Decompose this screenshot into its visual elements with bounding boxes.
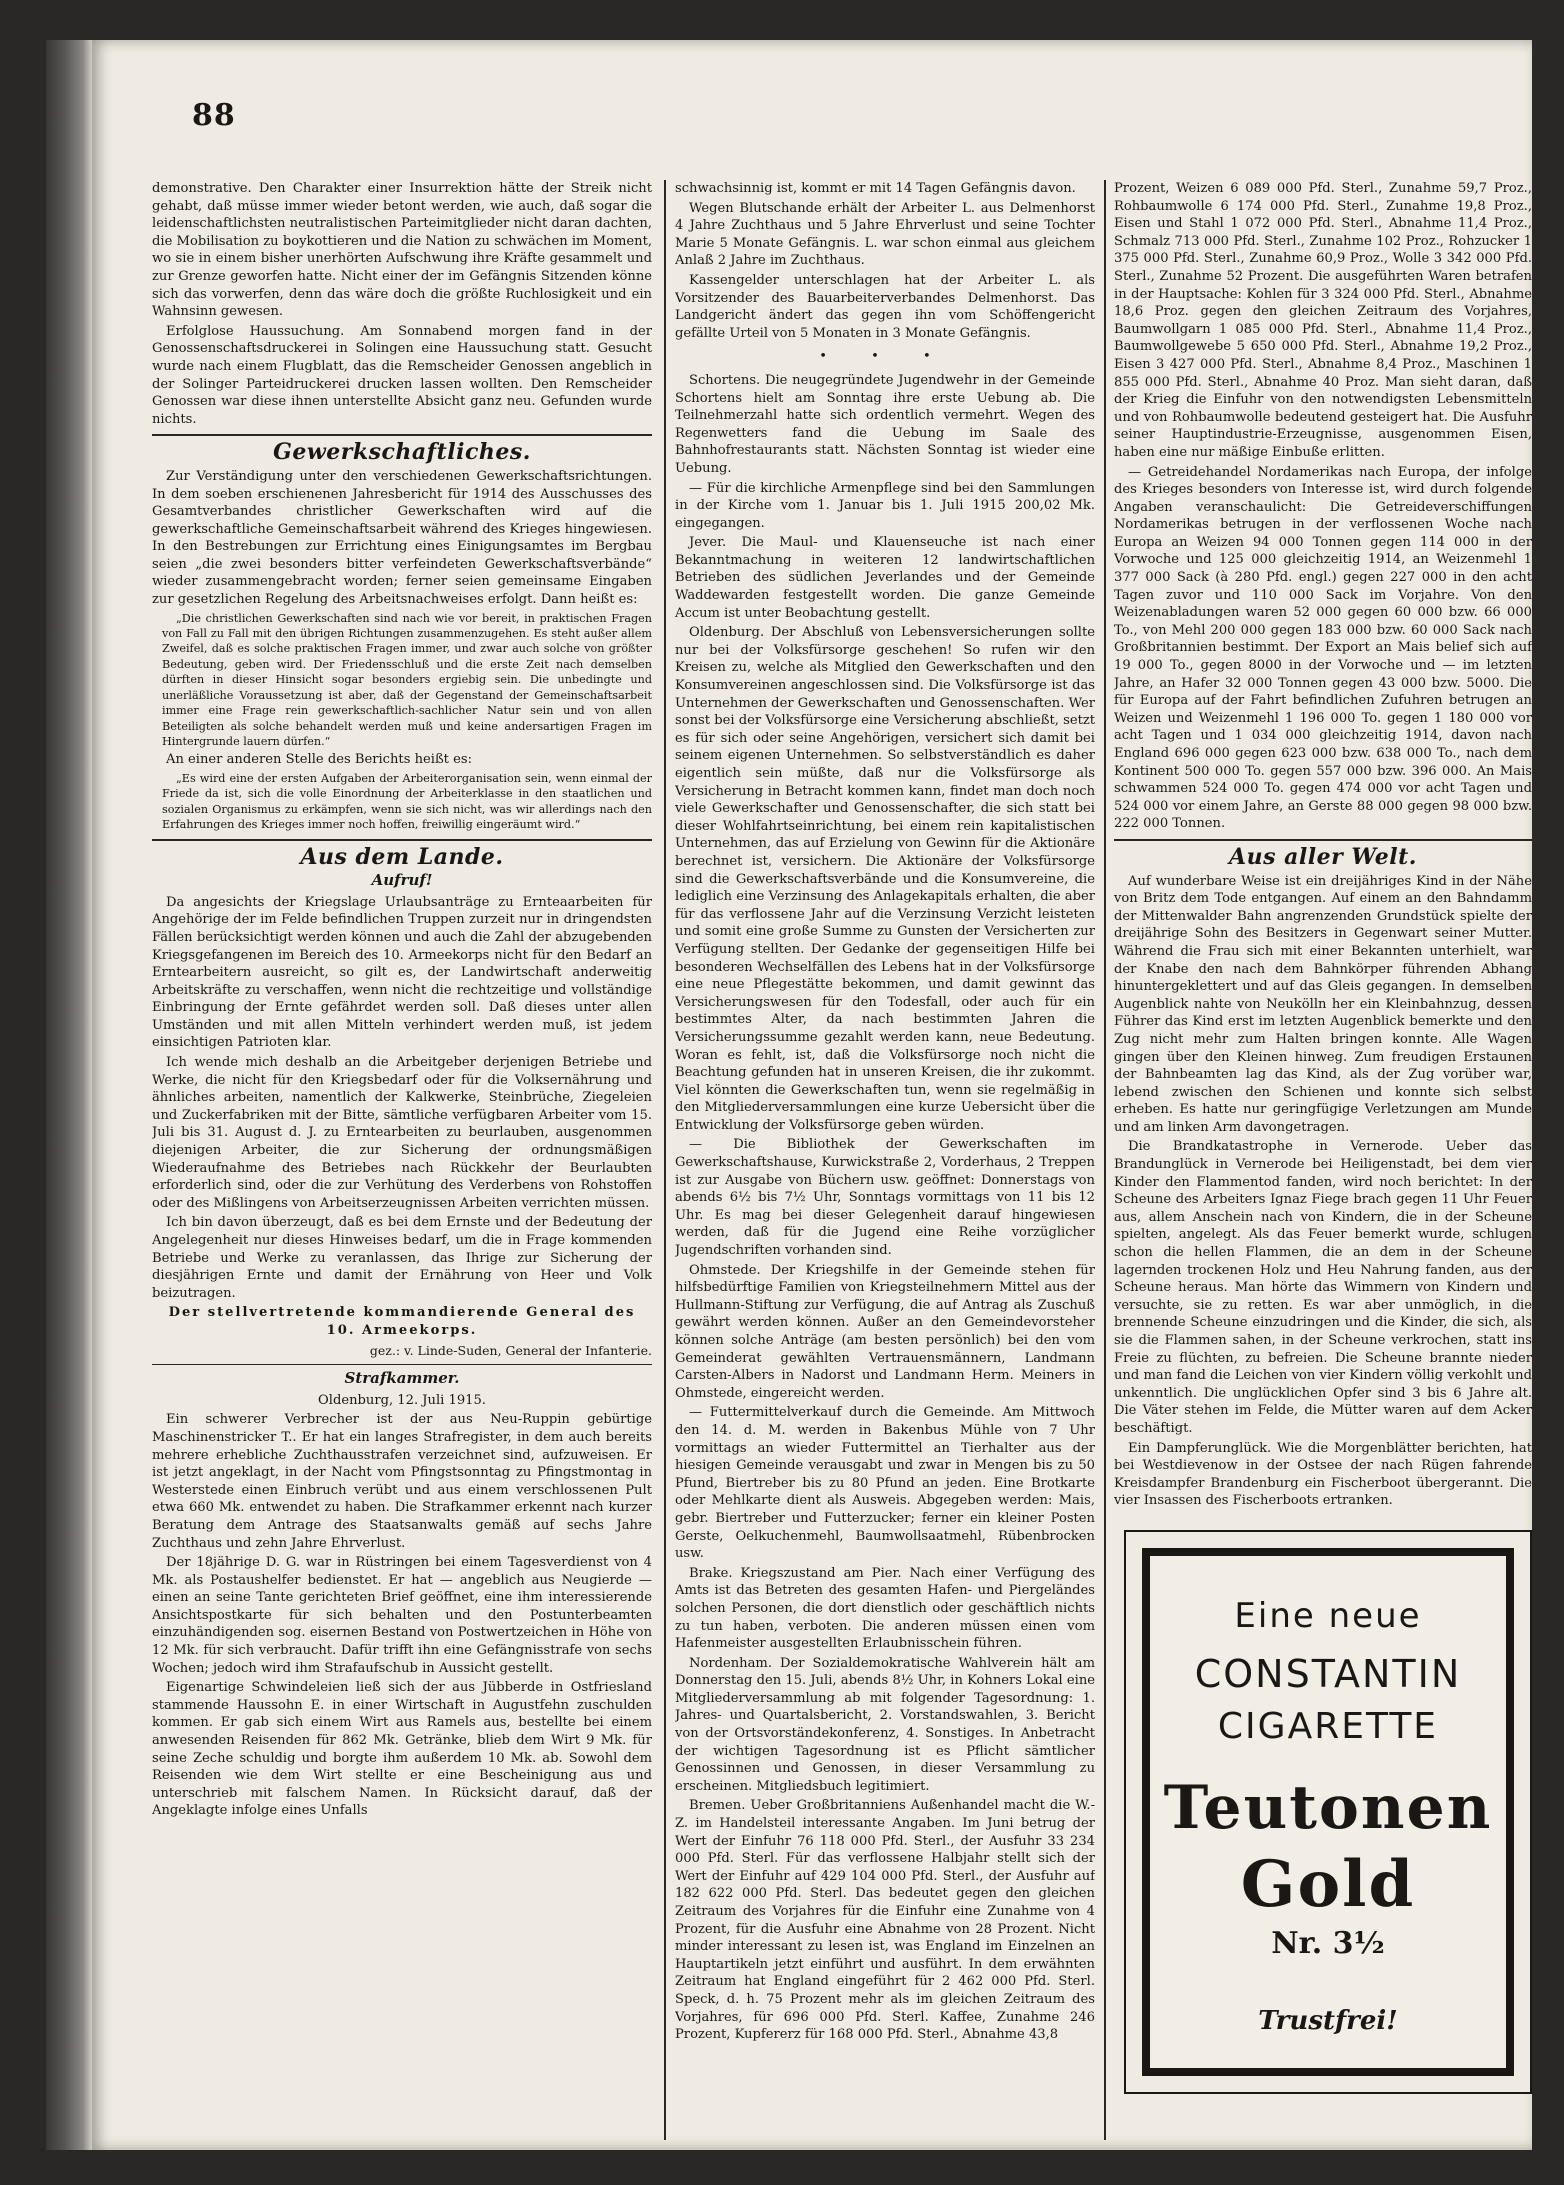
section-divider (152, 1364, 652, 1365)
article-paragraph: Ein schwerer Verbrecher ist der aus Neu-Ruppin gebürtige Maschinenstricker T.. Er hat ein langes Strafregister, in dem auch bereits mehrere erhebliche Zuchthausstrafen verzeichnet sind, aufzuweisen. Er ist jetzt angeklagt, in der Nacht vom Pfingstsonntag zu Pfingstmontag in Westerstede einen Einbruch verübt und aus einem verschlossenen Pult etwa 660 Mk. entwendet zu haben. Die Strafkammer erkennt nach kurzer Beratung dem Antrage des Staatsanwalts gemäß auf sechs Jahre Zuchthaus und zehn Jahre Ehrverlust. (152, 1412, 652, 1551)
section-divider (152, 839, 652, 841)
article-paragraph: Jever. Die Maul- und Klauenseuche ist nach einer Bekanntmachung in weiteren 12 landwirtschaftlichen Betrieben des südlichen Jeverlandes und der Gemeinde Waddewarden festgestellt worden. Die ganze Gemeinde Accum ist unter Beobachtung gestellt. (675, 535, 1095, 621)
article-paragraph: Der 18jährige D. G. war in Rüstringen bei einem Tagesverdienst von 4 Mk. als Postaushelfer bedienstet. Er hat — angeblich aus Neugierde — einen an seine Tante gerichteten Brief geöffnet, eine ihm interessierende Ansichtspostkarte für sich behalten und den Postunterbeamten einzuhändigenden sog. eisernen Bestand von Postwertzeichen in Höhe von 12 Mk. für sich verbraucht. Dafür trifft ihn eine Gefängnisstrafe von sechs Wochen; jedoch wird ihm Strafaufschub in Aussicht gestellt. (152, 1555, 652, 1676)
article-paragraph: Die Brandkatastrophe in Vernerode. Ueber das Brandunglück in Vernerode bei Heiligenstadt, bei dem vier Kinder den Flammentod fanden, wird noch berichtet: In der Scheune des Arbeiters Ignaz Fiege brach gegen 11 Uhr Feuer aus, allem Anschein nach von Kindern, die in der Scheune spielten, angelegt. Als das Feuer bemerkt wurde, schlugen schon die hellen Flammen, die an dem in der Scheune lagernden trockenen Holz und Heu Nahrung fanden, aus der Scheune heraus. Man hörte das Wimmern von Kindern und versuchte, sie zu retten. Es war aber unmöglich, in die brennende Scheune einzudringen und die Kinder, die sich, als sie die Flammen sahen, in der Scheune verkrochen, statt ins Freie zu flüchten, zu befreien. Die Scheune brannte nieder und man fand die Leichen von vier Kindern völlig verkohlt und unkenntlich. Die unglücklichen Opfer sind 3 bis 6 Jahre alt. Die Väter stehen im Felde, die Mütter waren auf dem Acker beschäftigt. (1114, 1139, 1532, 1436)
book-binding (46, 40, 92, 2150)
article-paragraph: Schortens. Die neugegründete Jugendwehr in der Gemeinde Schortens hielt am Sonntag ihre erste Uebung ab. Die Teilnehmerzahl hatte sich ordentlich vermehrt. Wegen des Regenwetters fand die Uebung im Saale des Bahnhofrestaurants statt. Nächsten Sonntag ist wieder eine Uebung. (675, 372, 1095, 476)
article-paragraph: Ich wende mich deshalb an die Arbeitgeber derjenigen Betriebe und Werke, die nicht für den Kriegsbedarf oder für die Volksernährung und ähnliches arbeiten, namentlich der Kalkwerke, Steinbrüche, Ziegeleien und Zuckerfabriken mit der Bitte, sämtliche verfügbaren Arbeiter vom 15. Juli bis 31. August d. J. zu Erntearbeiten zu beurlauben, ausgenommen diejenigen Arbeiter, die zur Sicherung der ordnungsmäßigen Wiederaufnahme des Betriebes nach Rückkehr der Beurlaubten erforderlich sind, oder die zur Verhütung des Verderbens von Rohstoffen oder des Mißlingens von Arbeitserzeugnissen Arbeiten verrichten müssen. (152, 1055, 652, 1211)
column-rule (664, 180, 666, 2140)
article-paragraph: Eigenartige Schwindeleien ließ sich der aus Jübberde in Ostfriesland stammende Haussohn E. in einer Wirtschaft in Augustfehn zuschulden kommen. Er gab sich einem Wirt aus Ramels aus, bestellte bei einem anwesenden Reisenden für 862 Mk. Getränke, blieb dem Wirt 9 Mk. für seine Zeche schuldig und borgte ihm außerdem 10 Mk. ab. Sowohl dem Reisenden wie dem Wirt stellte er eine Bescheinigung aus und unterschrieb mit falschem Namen. In Rücksicht darauf, daß der Angeklagte infolge eines Unfalls (152, 1680, 652, 1819)
ad-footer: Trustfrei! (1258, 2006, 1398, 2036)
ad-brand-name-2: Gold (1240, 1847, 1416, 1922)
section-title-aus-dem-lande: Aus dem Lande. (300, 843, 504, 870)
column-1 (152, 180, 652, 2140)
article-paragraph: Ein Dampferunglück. Wie die Morgenblätter berichten, hat bei Westdievenow in der Ostsee der nach Rügen fahrende Kreisdampfer Brandenburg ein Fischerboot übergerannt. Die vier Insassen des Fischerboots ertranken. (1114, 1440, 1532, 1509)
article-paragraph: Zur Verständigung unter den verschiedenen Gewerkschaftsrichtungen. In dem soeben erschienenen Jahresbericht für 1914 des Ausschusses des Gesamtverbandes christlicher Gewerkschaften wird auf die gewerkschaftliche Gemeinschaftsarbeit während des Krieges hingewiesen. In den Bestrebungen zur Errichtung eines Einigungsamtes im Bergbau seien „die zwei besonders bitter verfeindeten Gewerkschaftsverbände“ wieder zusammengebracht worden; ferner seien gemeinsame Eingaben zur gesetzlichen Regelung des Arbeitsnachweises erfolgt. Dann heißt es: (152, 468, 652, 608)
article-paragraph: — Die Bibliothek der Gewerkschaften im Gewerkschaftshause, Kurwickstraße 2, Vorderhaus, 2 Treppen ist zur Ausgabe von Büchern usw. geöffnet: Donnerstags von abends 6½ bis 7½ Uhr, Sonntags vormittags von 11 bis 12 Uhr. Es mag bei dieser Gelegenheit darauf hingewiesen werden, daß für die Jugend eine Reihe vorzüglicher Jugendschriften vorhanden sind. (675, 1137, 1095, 1259)
article-paragraph: Wegen Blutschande erhält der Arbeiter L. aus Delmenhorst 4 Jahre Zuchthaus und 5 Jahre Ehrverlust und seine Tochter Marie 5 Monate Gefängnis. L. war schon einmal aus gleichem Anlaß 2 Jahre im Zuchthaus. (675, 200, 1095, 269)
article-quote: „Die christlichen Gewerkschaften sind nach wie vor bereit, in praktischen Fragen von Fall zu Fall mit den übrigen Richtungen zusammenzugehen. Es steht außer allem Zweifel, daß es solche praktischen Fragen immer, und zwar auch solche von größter Bedeutung, geben wird. Der Friedensschluß und die erste Zeit nach demselben dürften in dieser Hinsicht sogar besonders ergiebig sein. Die unbedingte und unerläßliche Voraussetzung ist aber, daß der Gegenstand der Gemeinschaftsarbeit immer eine Frage rein gewerkschaftlich-sachlicher Natur sein und von allen Beteiligten als solche behandelt werden muß und keine andersartigen Fragen im Hintergrunde lauern dürfen.“ (162, 611, 652, 748)
section-divider (1114, 839, 1532, 841)
article-paragraph: An einer anderen Stelle des Berichts heißt es: (166, 752, 472, 768)
dateline: Oldenburg, 12. Juli 1915. (318, 1392, 486, 1408)
article-paragraph: Bremen. Ueber Großbritanniens Außenhandel macht die W.-Z. im Handelsteil interessante Angaben. Im Juni betrug der Wert der Einfuhr 76 118 000 Pfd. Sterl., der Ausfuhr 33 234 000 Pfd. Sterl. Für das verflossene Halbjahr stellt sich der Wert der Einfuhr auf 429 104 000 Pfd. Sterl., der Ausfuhr auf 182 622 000 Pfd. Sterl. Das bedeutet gegen den gleichen Zeitraum des Vorjahres für die Einfuhr eine Zunahme von 4 Prozent, für die Ausfuhr eine Abnahme von 28 Prozent. Nicht minder interessant zu lesen ist, was England im Einzelnen an Hauptartikeln jetzt einführt und ausführt. In dem erwähnten Zeitraum hat England eingeführt für 2 462 000 Pfd. Sterl. Speck, d. h. 75 Prozent mehr als im gleichen Zeitraum des Vorjahres, für 696 000 Pfd. Sterl. Kaffee, Zunahme 246 Prozent, Kupfererz für 168 000 Pfd. Sterl., Abnahme 43,8 (675, 1798, 1095, 2043)
article-paragraph: Nordenham. Der Sozialdemokratische Wahlverein hält am Donnerstag den 15. Juli, abends 8½ Uhr, in Kohners Lokal eine Mitgliederversammlung ab mit folgender Tagesordnung: 1. Jahres- und Quartalsbericht, 2. Vorstandswahlen, 3. Bericht von der Ortsvorständekonferenz, 4. Sonstiges. In Anbetracht der wichtigen Tagesordnung ist es Pflicht sämtlicher Genossinnen und Genossen, in dieser Versammlung zu erscheinen. Mitgliedsbuch legitimiert. (675, 1655, 1095, 1794)
article-paragraph: — Futtermittelverkauf durch die Gemeinde. Am Mittwoch den 14. d. M. werden in Bakenbus Mühle von 7 Uhr vormittags an wieder Futtermittel an Tierhalter aus der hiesigen Gemeinde verausgabt und zwar in Mengen bis zu 50 Pfund, Biertreber bis zu 80 Pfund an jeden. Eine Brotkarte oder Mehlkarte dient als Ausweis. Abgegeben werden: Mais, gebr. Biertreber und Futterzucker; ferner ein kleiner Posten Gerste, Oelkuchenmehl, Baumwollsaatmehl, Rübenbrocken usw. (675, 1405, 1095, 1562)
article-paragraph: Oldenburg. Der Abschluß von Lebensversicherungen sollte nur bei der Volksfürsorge geschehen! So rufen wir den Kreisen zu, welche als Mitglied den Gewerkschaften und den Konsumvereinen angeschlossen sind. Die Volksfürsorge ist das Unternehmen der Gewerkschaften und Genossenschaften. Wer sonst bei der Volksfürsorge eine Versicherung abschließt, setzt es für sich oder seine Angehörigen, versichert sich damit bei seinem eigenen Unternehmen. So selbstverständlich es daher eigentlich sein müßte, daß nur die Volksfürsorge als Versicherung in Betracht kommen kann, findet man doch noch viele Gewerkschafter und Genossenschafter, die sich statt bei dieser Wohlfahrtseinrichtung, bei einem rein kapitalistischen Unternehmen, das auf Erzielung von Gewinn für die Aktionäre berechnet ist, versichern. Die Aktionäre der Volksfürsorge sind die Gewerkschaftsverbände und die Konsumvereine, die lediglich eine Verzinsung des Anlagekapitals erhalten, die aber für das verflossene Jahr auf die Verzinsung Verzicht leisteten und somit eine große Summe zu Gunsten der Versicherten zur Verfügung stellten. Der Gedanke der gegenseitigen Hilfe bei besonderen Wechselfällen des Lebens hat in der Volksfürsorge eine neue Pflegestätte bekommen, und damit gewinnt das Versicherungswesen für den Todesfall, oder auch für ein bestimmtes Alter, da nach bestimmten Jahren die Versicherungssumme gezahlt werden kann, neue Bedeutung. Woran es fehlt, ist, daß die Volksfürsorge noch nicht die Beachtung gefunden hat in unseren Kreisen, die ihr zukommt. Viel könnten die Gewerkschaften tun, wenn sie regelmäßig in den Mitgliederversammlungen eine kurze Uebersicht über die Entwicklung der Volksfürsorge geben würden. (675, 625, 1095, 1133)
article-paragraph: Auf wunderbare Weise ist ein dreijähriges Kind in der Nähe von Britz dem Tode entgangen. Auf einem an den Bahndamm der Mittenwalder Bahn angrenzenden Grundstück spielte der dreijährige Sohn des Besitzers in Gegenwart seiner Mutter. Während die Frau sich mit einer Bekannten unterhielt, war der Knabe den nach dem Bahnkörper führenden Abhang hinuntergeklettert und auf das Gleis gegangen. In demselben Augenblick nahte von Neukölln her ein Kleinbahnzug, dessen Führer das Kind erst im letzten Augenblick bemerkte und den Zug nicht mehr zum Halten bringen konnte. Alle Wagen gingen über den Kleinen hinweg. Zum freudigen Erstaunen der Bahnbeamten lag das Kind, als der Zug vorüber war, lebend zwischen den Schienen und konnte sich selbst erheben. Es hatte nur geringfügige Verletzungen am Munde und am linken Arm davongetragen. (1114, 873, 1532, 1135)
ad-product-number: Nr. 3½ (1271, 1926, 1385, 1961)
ad-tagline: Eine neue (1234, 1596, 1422, 1636)
article-quote: „Es wird eine der ersten Aufgaben der Arbeiterorganisation sein, wenn einmal der Friede da ist, sich die volle Einordnung der Arbeiterklasse in den staatlichen und sozialen Organismus zu erkämpfen, wenn sie sich nicht, was wir allerdings nach den Erfahrungen des Krieges immer noch hoffen, freiwillig eingeräumt wird.“ (162, 771, 652, 832)
article-paragraph: Kassengelder unterschlagen hat der Arbeiter L. als Vorsitzender des Bauarbeiterverbandes Delmenhorst. Das Landgericht ändert das gegen ihn vom Schöffengericht gefällte Urteil von 5 Monaten in 3 Monate Gefängnis. (675, 272, 1095, 341)
section-divider (152, 434, 652, 436)
column-2 (675, 180, 1095, 2140)
separator-dots: • • • (819, 349, 951, 365)
article-paragraph: — Für die kirchliche Armenpflege sind bei den Sammlungen in der Kirche vom 1. Januar bis 1. Juli 1915 200,02 Mk. eingegangen. (675, 480, 1095, 531)
article-paragraph: — Getreidehandel Nordamerikas nach Europa, der infolge des Krieges besonders von Interesse ist, wird durch folgende Angaben veranschaulicht: Die Getreideverschiffungen Nordamerikas betrugen in der verflossenen Woche nach Europa an Weizen 94 000 Tonnen gegen 114 000 in der Vorwoche und 125 000 gleichzeitig 1914, an Weizenmehl 1 377 000 Sack (à 280 Pfd. engl.) gegen 227 000 in den acht Tagen zuvor und 110 000 Sack im Vorjahre. Von den Weizenabladungen waren 52 000 gegen 60 000 bzw. 66 000 To., von Mehl 200 000 gegen 183 000 bzw. 60 000 Sack nach Großbritannien bestimmt. Der Export an Mais belief sich auf 19 000 To., gegen 8000 in der Vorwoche und — im letzten Jahre, an Hafer 32 000 Tonnen gegen 43 000 bzw. 5000. Die für Europa auf der Fahrt befindlichen Zufuhren betrugen an Weizen und Weizenmehl 1 196 000 To. gegen 1 180 000 vor acht Tagen und 1 034 000 gleichzeitig 1914, davon nach England 696 000 gegen 623 000 bzw. 638 000 To., nach dem Kontinent 500 000 To. gegen 557 000 bzw. 396 000. An Mais schwammen 524 000 To. gegen 474 000 vor acht Tagen und 524 000 vor einem Jahre, an Gerste 88 000 gegen 98 000 bzw. 222 000 Tonnen. (1114, 464, 1532, 832)
ad-frame (1142, 1548, 1514, 2076)
article-paragraph: Prozent, Weizen 6 089 000 Pfd. Sterl., Zunahme 59,7 Proz., Rohbaumwolle 6 174 000 Pfd. Sterl., Zunahme 19,8 Proz., Eisen und Stahl 1 072 000 Pfd. Sterl., Abnahme 11,4 Proz., Schmalz 713 000 Pfd. Sterl., Zunahme 102 Proz., Rohzucker 1 375 000 Pfd. Sterl., Zunahme 60,9 Proz., Wolle 3 342 000 Pfd. Sterl., Zunahme 52 Prozent. Die ausgeführten Waren betrafen in der Hauptsache: Kohlen für 3 324 000 Pfd. Sterl., Abnahme 18,6 Proz. gegen den gleichen Zeitraum des Vorjahres, Baumwollgarn 1 085 000 Pfd. Sterl., Abnahme 11,4 Proz., Baumwollgewebe 5 650 000 Pfd. Sterl., Abnahme 19,2 Proz., Eisen 3 427 000 Pfd. Sterl., Abnahme 8,4 Proz., Maschinen 1 855 000 Pfd. Sterl., Abnahme 40 Proz. Man sieht daran, daß der Krieg die Einfuhr von den notwendigsten Lebensmitteln und von Rohbaumwolle bedeutend gesteigert hat. Die Ausfuhr seiner Hauptindustrie-Erzeugnisse, ausgenommen Eisen, haben eine nur mäßige Einbuße erlitten. (1114, 181, 1532, 460)
subsection-title-aufruf: Aufruf! (371, 871, 433, 890)
proclamation-signatory: gez.: v. Linde-Suden, General der Infanterie. (369, 1342, 652, 1358)
section-title-gewerkschaftliches: Gewerkschaftliches. (273, 439, 531, 466)
section-title-aus-aller-welt: Aus aller Welt. (1229, 843, 1417, 870)
paper-sheet (92, 40, 1532, 2150)
article-paragraph: Erfolglose Haussuchung. Am Sonnabend morgen fand in der Genossenschaftsdruckerei in Solingen eine Haussuchung statt. Gesucht wurde nach einem Flugblatt, das die Remscheider Genossen angeblich in der Solinger Parteidruckerei drucken lassen wollten. Den Remscheider Genossen war diese ihnen unterstellte Absicht ganz neu. Gefunden wurde nichts. (152, 323, 652, 427)
cigarette-advertisement (1124, 1530, 1532, 2094)
article-paragraph: demonstrative. Den Charakter einer Insurrektion hätte der Streik nicht gehabt, daß müsse immer wieder betont werden, wie auch, daß sogar die leidenschaftlichsten neutralistischen Parteimitglieder nicht daran dachten, die Mobilisation zu boykottieren und die Nation zu schwächen im Moment, wo sie in einem bisher unerhörten Aufschwung ihre Kräfte gesammelt und zur Grenze geworfen hatte. Nicht einer der im Gefängnis Sitzenden könne sich das vorwerfen, denn das wäre doch die größte Ruchlosigkeit und ein Wahnsinn gewesen. (152, 181, 652, 320)
proclamation-signature: Der stellvertretende kommandierende General des 10. Armeekorps. (168, 1305, 636, 1338)
article-paragraph: Ich bin davon überzeugt, daß es bei dem Ernste und der Bedeutung der Angelegenheit nur dieses Hinweises bedarf, um die in Frage kommenden Betriebe und Werke zu veranlassen, das Ihrige zur Sicherung der diesjährigen Ernte und damit der Ernährung von Heer und Volk beizutragen. (152, 1215, 652, 1301)
ad-product-type: CIGARETTE (1217, 1706, 1439, 1747)
ad-company: CONSTANTIN (1194, 1652, 1462, 1696)
article-paragraph: schwachsinnig ist, kommt er mit 14 Tagen Gefängnis davon. (675, 181, 1076, 196)
article-paragraph: Brake. Kriegszustand am Pier. Nach einer Verfügung des Amts ist das Betreten des gesamten Hafen- und Piergeländes solchen Personen, die dort dienstlich oder geschäftlich nichts zu tun haben, verboten. Die anderen müssen einen vom Hafenmeister ausgestellten Erlaubnisschein führen. (675, 1565, 1095, 1652)
ad-brand-name: Teutonen (1163, 1773, 1493, 1843)
page-number: 88 (192, 98, 236, 133)
column-rule (1104, 180, 1106, 2140)
article-paragraph: Ohmstede. Der Kriegshilfe in der Gemeinde stehen für hilfsbedürftige Familien von Kriegsteilnehmern Mittel aus der Hullmann-Stiftung zur Verfügung, die auf Antrag als Zuschuß gewährt werden können. Außer an den Gemeindevorsteher können solche Anträge (am besten persönlich) bei den vom Gemeinderat gewählten Vertrauensmännern, Landmann Carsten-Albers in Nadorst und Landmann Herm. Meiners in Ohmstede, eingereicht werden. (675, 1262, 1095, 1401)
article-paragraph: Da angesichts der Kriegslage Urlaubsanträge zu Ernteaarbeiten für Angehörige der im Felde befindlichen Truppen zurzeit nur in dringendsten Fällen berücksichtigt werden können und auch die Zahl der abzugebenden Kriegsgefangenen im Bereich des 10. Armeekorps nicht für den Bedarf an Erntearbeitern ausreicht, so gilt es, der Landwirtschaft anderweitig Arbeitskräfte zu verschaffen, wenn nicht die rechtzeitige und vollständige Einbringung der Ernte gefährdet werden soll. Daß dieses unter allen Umständen und mit allen Mitteln verhindert werden muß, ist jedem einsichtigen Patrioten klar. (152, 894, 652, 1051)
subsection-title-strafkammer: Strafkammer. (344, 1369, 460, 1388)
